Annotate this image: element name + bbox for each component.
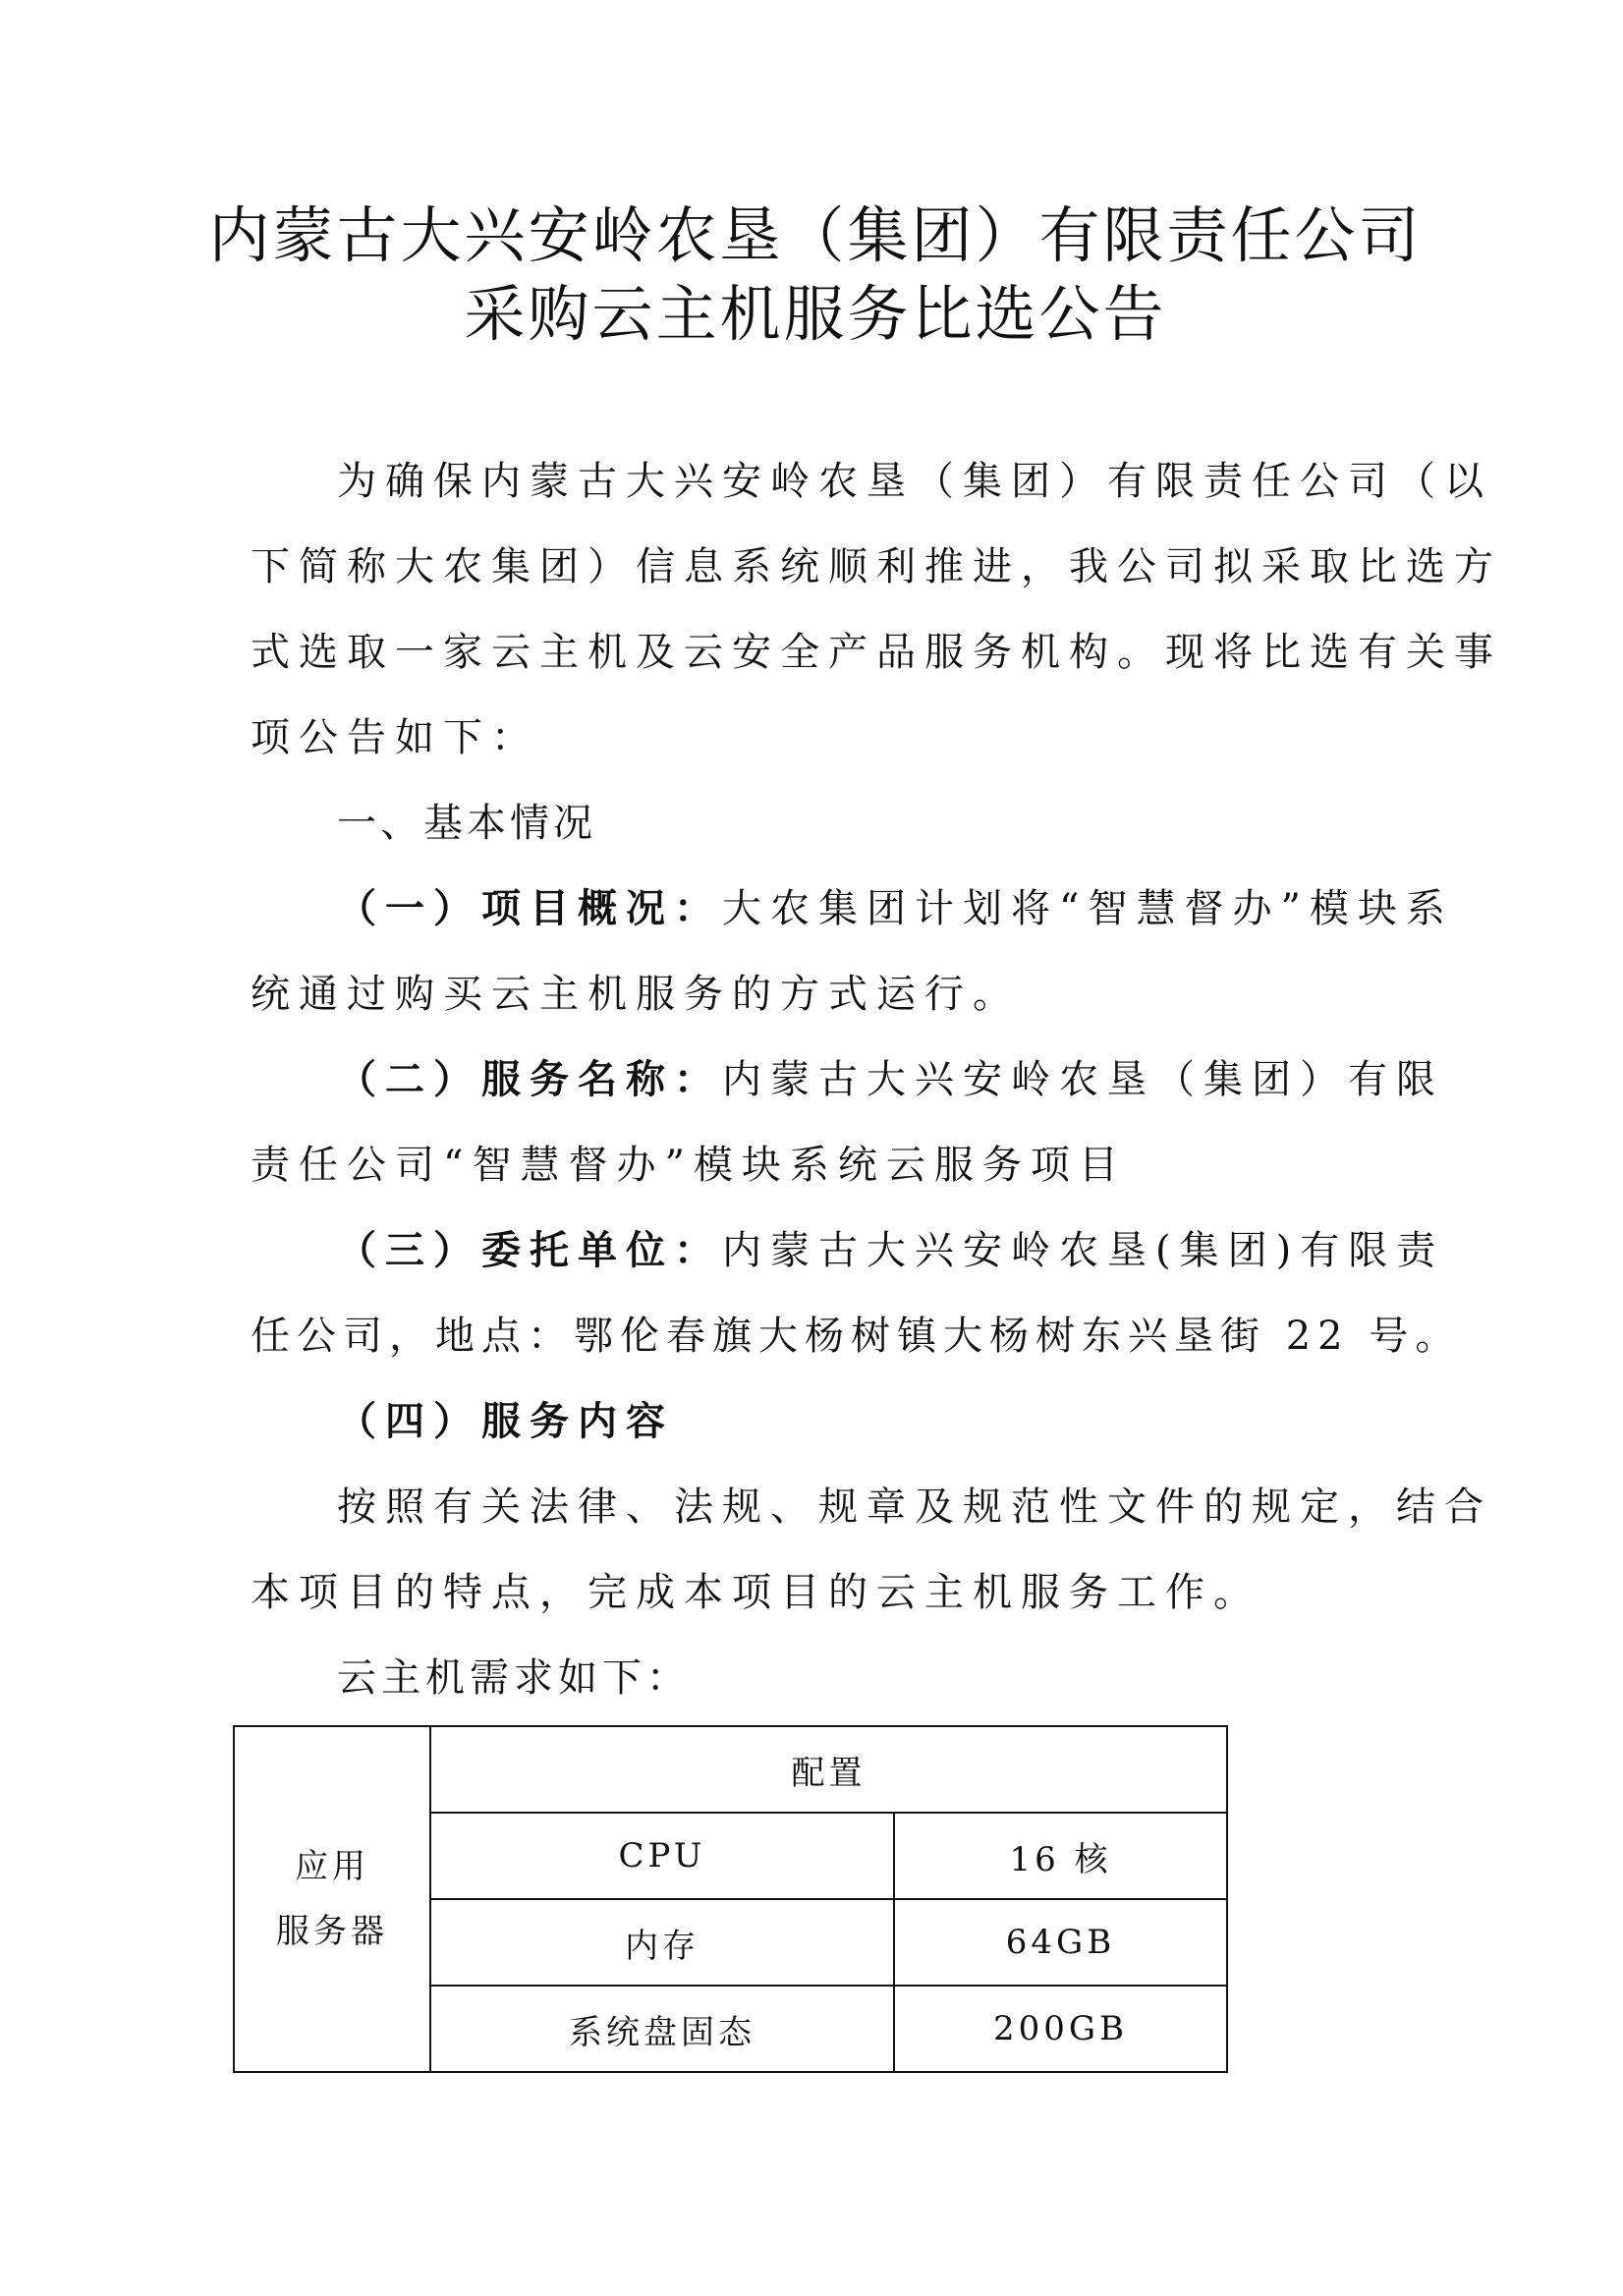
table-intro: 云主机需求如下：: [337, 1655, 691, 1701]
item-project-overview-cont: 统通过购买云主机服务的方式运行。: [251, 972, 1021, 1017]
item-text: 内蒙古大兴安岭农垦(集团)有限责: [722, 1228, 1445, 1273]
app-label-line-2: 服务器: [276, 1912, 388, 1951]
application-server-cell: [234, 1726, 430, 2072]
config-name-cell: CPU: [430, 1813, 894, 1899]
config-header: 配置: [430, 1726, 1227, 1813]
item-client-unit: [251, 1223, 1467, 1278]
document-title-line-1: 内蒙古大兴安岭农垦（集团）有限责任公司: [208, 199, 1423, 271]
item-text: 大农集团计划将“智慧督办”模块系: [722, 886, 1454, 931]
config-value-cell: 200GB: [894, 1986, 1227, 2072]
config-value-cell: 16 核: [894, 1813, 1227, 1899]
item-service-name: [251, 1052, 1467, 1107]
document-title-line-2: 采购云主机服务比选公告: [464, 278, 1167, 350]
item-service-name-cont: 责任公司“智慧督办”模块系统云服务项目: [251, 1143, 1127, 1188]
item-label: （一）项目概况：: [337, 885, 722, 931]
item-text: 内蒙古大兴安岭农垦（集团）有限: [722, 1057, 1444, 1102]
config-name-cell: 系统盘固态: [430, 1986, 894, 2072]
item-service-content: （四）服务内容: [337, 1398, 674, 1444]
intro-line-4: 项公告如下：: [251, 715, 539, 760]
item-label: （三）委托单位：: [337, 1227, 722, 1273]
content-line-2: 本项目的特点，完成本项目的云主机服务工作。: [251, 1570, 1261, 1615]
cloud-host-config-table: [233, 1725, 1228, 2073]
intro-line-3: 式选取一家云主机及云安全产品服务机构。现将比选有关事: [251, 630, 1502, 675]
item-project-overview: [251, 881, 1467, 936]
item-label: （二）服务名称：: [337, 1056, 722, 1102]
content-line-1: 按照有关法律、法规、规章及规范性文件的规定，结合: [337, 1484, 1492, 1530]
config-name-cell: 内存: [430, 1899, 894, 1986]
config-value-cell: 64GB: [894, 1899, 1227, 1986]
section-heading-basic-info: 一、基本情况: [337, 801, 596, 846]
intro-line-2: 下简称大农集团）信息系统顺利推进，我公司拟采取比选方: [251, 544, 1502, 589]
app-label-line-1: 应用: [295, 1847, 369, 1886]
intro-line-1: 为确保内蒙古大兴安岭农垦（集团）有限责任公司（以: [337, 459, 1492, 504]
item-client-unit-cont: 任公司，地点：鄂伦春旗大杨树镇大杨树东兴垦街 22 号。: [251, 1314, 1462, 1359]
